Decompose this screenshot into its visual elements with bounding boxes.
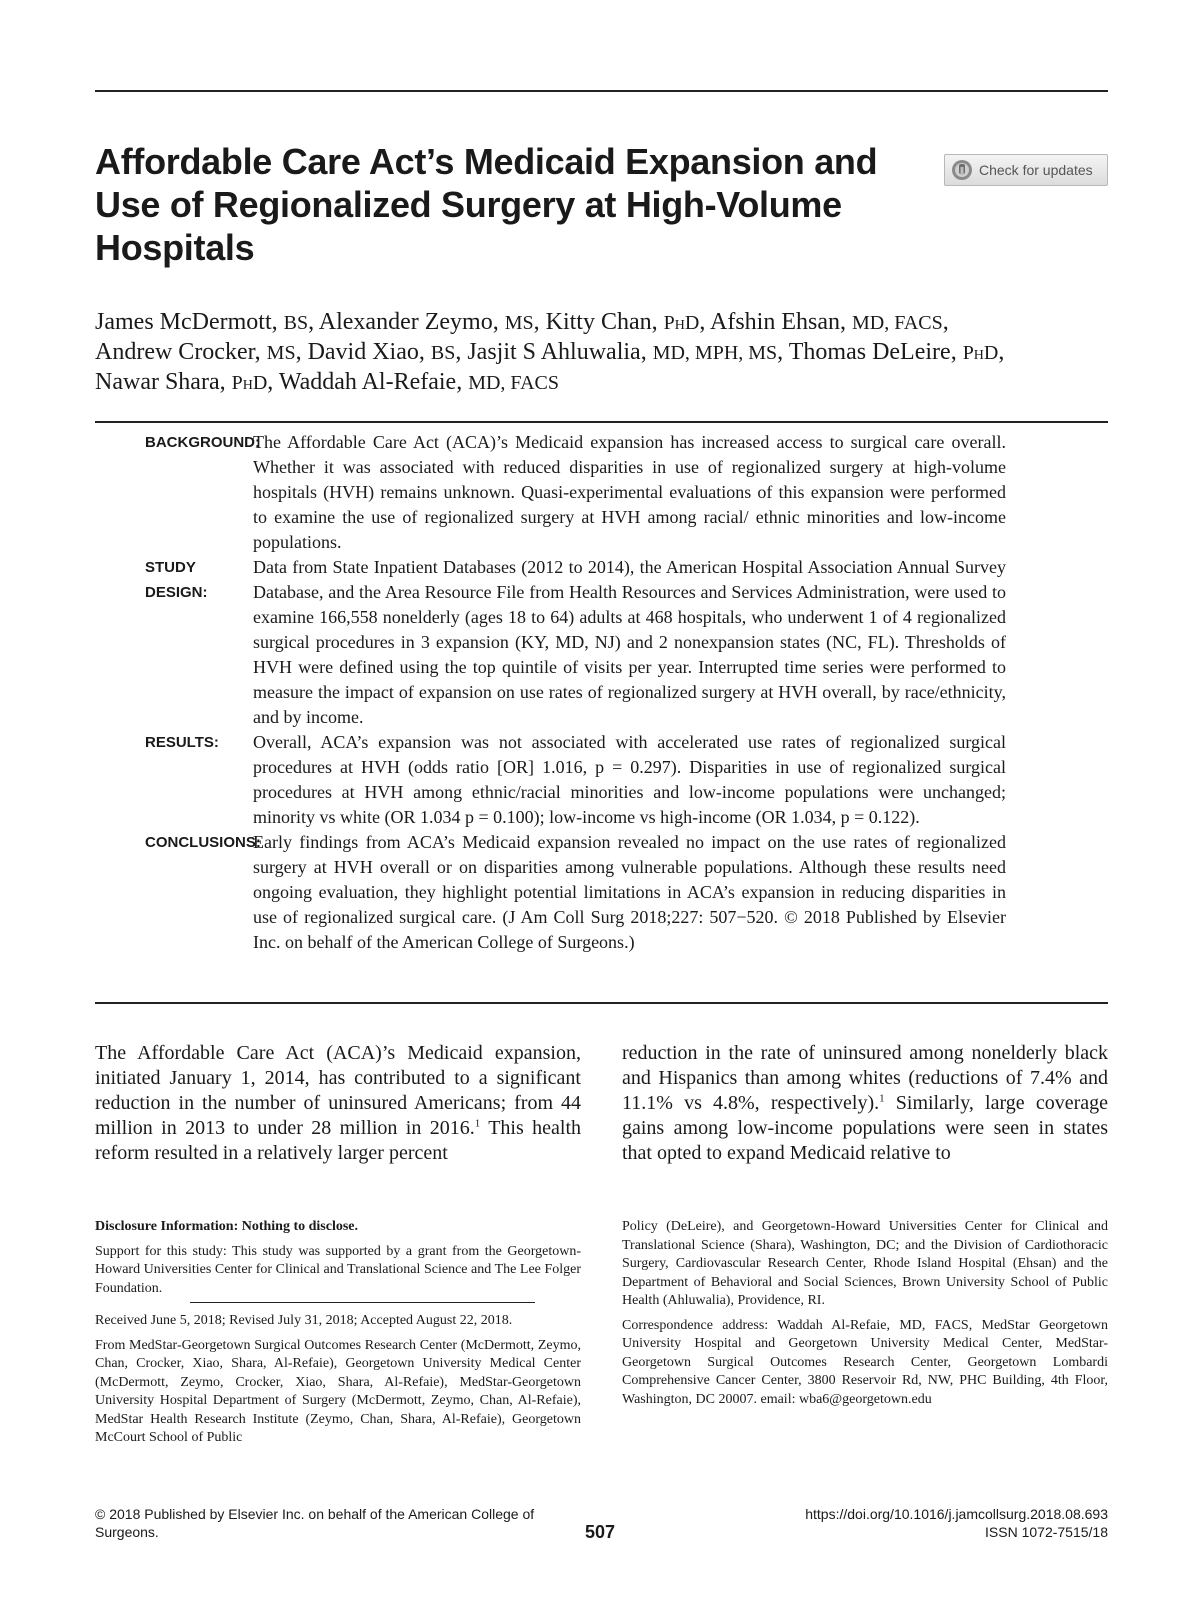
article-title: Affordable Care Act’s Medicaid Expansion and Use of Regionalized Surgery at High-Volume Hospitals (95, 141, 878, 268)
received-note: Received June 5, 2018; Revised July 31, 2018; Accepted August 22, 2018. (95, 1313, 513, 1328)
page-number: 507 (584, 1522, 616, 1542)
citation-ref: 1 (879, 1092, 885, 1105)
check-for-updates-label: Check for updates (979, 162, 1093, 178)
author-degree: MD, MPH, MS (652, 342, 778, 364)
abstract-results (95, 730, 1048, 830)
correspondence-note: Correspondence address: Waddah Al-Refaie, MD, FACS, MedStar Georgetown University Hospital and Georgetown University Medical Center, MedStar-Georgetown Surgical Outcomes Research Center, Georgetown Lombardi Comprehensive Cancer Center, 3800 Reservoir Rd, NW, PHC Building, 4th Floor, Washington, DC 20007. email: wba6@georgetown.edu (622, 1317, 1108, 1407)
author-degree: MD, FACS (468, 372, 559, 394)
abstract-text: The Affordable Care Act (ACA)’s Medicaid expansion has increased access to surgical care overall. Whether it was associated with reduced disparities in use of regionalized surgery at high-volume hospitals (HVH) remains unknown. Quasi-experimental evaluations of this expansion were performed to examine the use of regionalized surgery at HVH among racial/ ethnic minorities and low-income populations. (253, 432, 1006, 552)
author-name: David Xiao (307, 339, 419, 365)
abstract-text: Early findings from ACA’s Medicaid expansion revealed no impact on the use rates of regionalized surgery at HVH overall or on disparities among vulnerable populations. Although these results need ongoing evaluation, they highlight potential limitations in ACA’s expansion in reducing disparities in use of regionalized surgical care. (J Am Coll Surg 2018;227: 507−520. © 2018 Published by Elsevier Inc. on behalf of the American College of Surgeons.) (253, 832, 1006, 952)
abstract-label (95, 830, 261, 955)
body-text: The Affordable Care Act (ACA)’s Medicaid expansion, initiated January 1, 2014, has contributed to a significant reduction in the number of uninsured Americans; from 44 million in 2013 to under 28 million in 2016. (95, 1042, 581, 1139)
abstract-background (95, 430, 1048, 555)
author-degree: MD, FACS (851, 312, 943, 334)
author-degree: MS (504, 312, 534, 334)
footer-copyright: © 2018 Published by Elsevier Inc. on behalf of the American College of Surgeons. (95, 1506, 535, 1540)
header-rule (95, 90, 1108, 92)
body-text: This health reform resulted in a relatively larger percent (95, 1117, 581, 1164)
check-for-updates-button[interactable] (944, 154, 1108, 186)
author-degree: MS (266, 342, 296, 364)
author-list: James McDermott, BS, Alexander Zeymo, MS, Kitty Chan, PhD, Afshin Ehsan, MD, FACS, Andrew Crocker, MS, David Xiao, BS, Jasjit S Ahluwalia, MD, MPH, MS, Thomas DeLeire, PhD, Nawar Shara, PhD, Waddah Al-Refaie, MD, FACS (95, 309, 1005, 395)
author-name: Jasjit S Ahluwalia (467, 339, 641, 365)
body-text: Similarly, large coverage gains among low-income populations were seen in states that opted to expand Medicaid relative to (622, 1092, 1108, 1164)
author-degree: PhD (231, 372, 268, 394)
issn: ISSN 1072-7515/18 (985, 1524, 1108, 1540)
abstract (95, 430, 1048, 955)
author-name: Waddah Al-Refaie (278, 369, 457, 395)
author-degree: BS (283, 312, 309, 334)
author-name: James McDermott (95, 309, 272, 335)
abstract-text: Overall, ACA’s expansion was not associated with accelerated use rates of regionalized surgical procedures at HVH (odds ratio [OR] 1.016, p = 0.297). Disparities in use of regionalized surgical procedures at HVH among ethnic/racial minorities and low-income populations were unchanged; minority vs white (OR 1.034 p = 0.100); low-income vs high-income (OR 1.034, p = 0.122). (253, 732, 1006, 827)
footnotes-left (95, 1218, 581, 1452)
abstract-study-design (95, 555, 1048, 730)
author-name: Alexander Zeymo (318, 309, 493, 335)
affiliations-note-continued: Policy (DeLeire), and Georgetown-Howard Universities Center for Clinical and Translational Science (Shara), Washington, DC; and the Division of Cardiothoracic Surgery, Cardiovascular Research Center, Rhode Island Hospital (Ehsan) and the Department of Behavioral and Social Sciences, Brown University School of Public Health (Ahluwalia), Providence, RI. (622, 1219, 1108, 1308)
citation-ref: 1 (474, 1117, 481, 1130)
abstract-label (95, 555, 244, 730)
doi-link[interactable]: https://doi.org/10.1016/j.jamcollsurg.2018.08.693 (805, 1506, 1108, 1522)
author-name: Nawar Shara (95, 369, 220, 395)
author-degree: PhD (962, 342, 999, 364)
footnotes-right (622, 1218, 1108, 1413)
abstract-conclusions (95, 830, 1048, 955)
crossmark-icon (951, 159, 973, 181)
footer-right (700, 1505, 1108, 1541)
affiliations-note: From MedStar-Georgetown Surgical Outcomes Research Center (McDermott, Zeymo, Chan, Crocker, Xiao, Shara, Al-Refaie), Georgetown University Medical Center (McDermott, Zeymo, Crocker, Xiao, Shara, Al-Refaie), MedStar-Georgetown University Hospital Department of Surgery (McDermott, Zeymo, Chan, Al-Refaie), MedStar Health Research Institute (Zeymo, Chan, Shara, Al-Refaie), Georgetown McCourt School of Public (95, 1337, 581, 1445)
author-name: Kitty Chan (545, 309, 652, 335)
abstract-rule-bottom (95, 1002, 1108, 1004)
results-label: RESULTS: (145, 734, 219, 751)
study-design-label: STUDY DESIGN: (145, 559, 208, 601)
footnote-separator (190, 1302, 535, 1303)
author-degree: PhD (663, 312, 700, 334)
disclosure-note: Disclosure Information: Nothing to disclose. (95, 1219, 359, 1234)
body-column-right (622, 1041, 1108, 1166)
abstract-label (95, 730, 244, 830)
abstract-text: Data from State Inpatient Databases (2012 to 2014), the American Hospital Association Annual Survey Database, and the Area Resource File from Health Resources and Services Administration, were used to examine 166,558 nonelderly (ages 18 to 64) adults at 468 hospitals, who underwent 1 of 4 regionalized surgical procedures in 3 expansion (KY, MD, NJ) and 2 nonexpansion states (NC, FL). Thresholds of HVH were defined using the top quintile of visits per year. Interrupted time series were performed to measure the impact of expansion on use rates of regionalized surgery at HVH overall, by race/ethnicity, and by income. (253, 557, 1006, 727)
abstract-label (95, 430, 260, 555)
support-note: Support for this study: This study was supported by a grant from the Georgetown-Howard Universities Center for Clinical and Translational Science and The Lee Folger Foundation. (95, 1243, 581, 1296)
author-name: Thomas DeLeire (788, 339, 951, 365)
author-name: Afshin Ehsan (710, 309, 840, 335)
abstract-rule-top (95, 421, 1108, 423)
conclusions-label: CONCLUSIONS: (145, 834, 261, 851)
background-label: BACKGROUND: (145, 434, 260, 451)
body-text: reduction in the rate of uninsured among nonelderly black and Hispanics than among whites (reductions of 7.4% and 11.1% vs 4.8%, respectively). (622, 1042, 1108, 1114)
author-name: Andrew Crocker (95, 339, 255, 365)
author-degree: BS (430, 342, 456, 364)
body-column-left (95, 1041, 581, 1166)
